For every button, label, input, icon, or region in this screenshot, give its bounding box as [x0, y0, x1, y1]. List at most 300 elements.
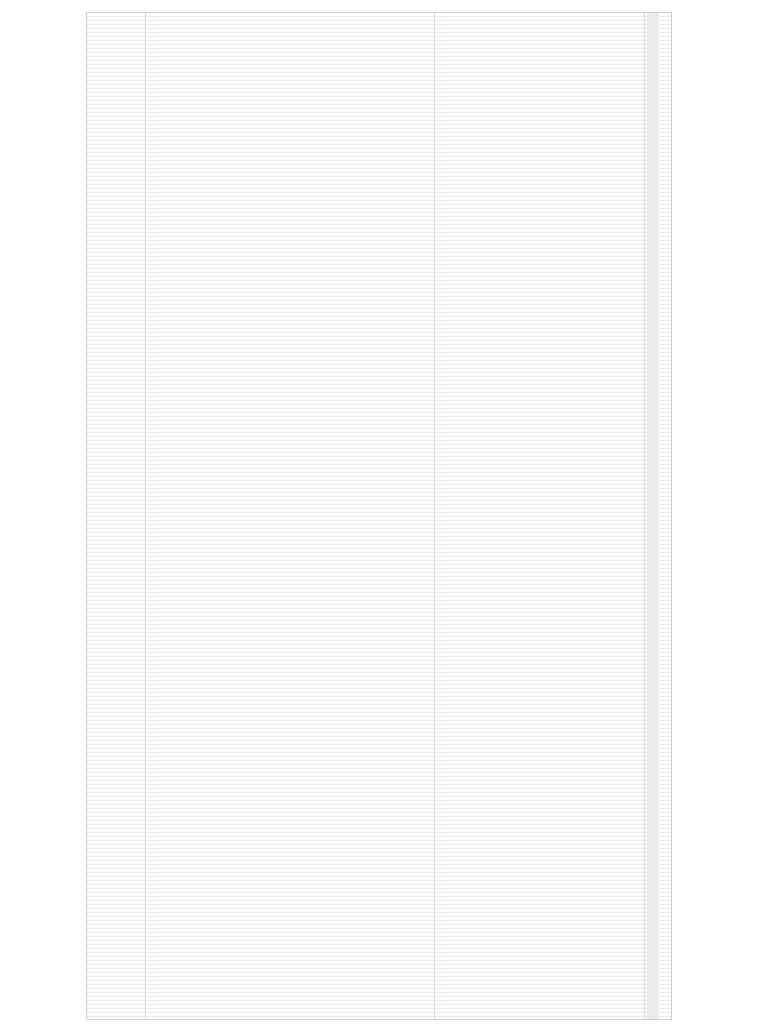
rank-cell [109, 245, 143, 248]
rank-cell [109, 289, 143, 292]
title-cell [147, 85, 431, 88]
title-cell [147, 601, 431, 604]
title-cell [147, 749, 431, 752]
rank-cell [109, 77, 143, 80]
rank-cell [109, 437, 143, 440]
title-cell [147, 537, 431, 540]
author-cell [437, 877, 643, 880]
rank-cell [109, 921, 143, 924]
marker-cell [647, 153, 659, 156]
rank-cell [109, 985, 143, 988]
title-cell [147, 989, 431, 992]
title-cell [147, 253, 431, 256]
rank-cell [109, 609, 143, 612]
title-cell [147, 953, 431, 956]
author-cell [437, 349, 643, 352]
rank-cell [109, 929, 143, 932]
marker-cell [647, 945, 659, 948]
title-cell [147, 45, 431, 48]
rank-cell [109, 1009, 143, 1012]
rank-cell [109, 385, 143, 388]
rank-cell [109, 221, 143, 224]
marker-cell [647, 77, 659, 80]
title-cell [147, 885, 431, 888]
marker-cell [647, 369, 659, 372]
title-cell [147, 481, 431, 484]
title-cell [147, 177, 431, 180]
title-cell [147, 837, 431, 840]
author-cell [437, 241, 643, 244]
title-cell [147, 305, 431, 308]
title-cell [147, 661, 431, 664]
rank-cell [109, 601, 143, 604]
title-cell [147, 181, 431, 184]
title-cell [147, 969, 431, 972]
marker-cell [647, 801, 659, 804]
author-cell [437, 145, 643, 148]
rank-cell [109, 689, 143, 692]
rank-cell [109, 89, 143, 92]
author-cell [437, 153, 643, 156]
author-cell [437, 773, 643, 776]
marker-cell [647, 789, 659, 792]
author-cell [437, 73, 643, 76]
rank-cell [109, 261, 143, 264]
author-cell [437, 657, 643, 660]
rank-cell [109, 605, 143, 608]
marker-cell [647, 49, 659, 52]
rank-cell [109, 465, 143, 468]
title-cell [147, 781, 431, 784]
title-cell [147, 269, 431, 272]
title-cell [147, 517, 431, 520]
title-cell [147, 869, 431, 872]
author-cell [437, 737, 643, 740]
marker-cell [647, 129, 659, 132]
marker-cell [647, 285, 659, 288]
author-cell [437, 769, 643, 772]
rank-cell [109, 933, 143, 936]
author-cell [437, 205, 643, 208]
rank-cell [109, 473, 143, 476]
title-cell [147, 653, 431, 656]
marker-cell [647, 425, 659, 428]
title-cell [147, 813, 431, 816]
author-cell [437, 161, 643, 164]
marker-cell [647, 949, 659, 952]
author-cell [437, 981, 643, 984]
rank-cell [109, 541, 143, 544]
marker-cell [647, 345, 659, 348]
author-cell [437, 533, 643, 536]
author-cell [437, 297, 643, 300]
title-cell [147, 889, 431, 892]
marker-cell [647, 173, 659, 176]
rank-cell [109, 733, 143, 736]
rank-cell [109, 949, 143, 952]
rank-cell [109, 1005, 143, 1008]
title-cell [147, 401, 431, 404]
author-cell [437, 121, 643, 124]
author-cell [437, 293, 643, 296]
title-cell [147, 625, 431, 628]
title-cell [147, 413, 431, 416]
author-cell [437, 569, 643, 572]
marker-cell [647, 965, 659, 968]
rank-cell [109, 573, 143, 576]
title-cell [147, 685, 431, 688]
rank-cell [109, 425, 143, 428]
author-cell [437, 729, 643, 732]
author-cell [437, 741, 643, 744]
rank-cell [109, 581, 143, 584]
marker-cell [647, 29, 659, 32]
title-cell [147, 493, 431, 496]
marker-cell [647, 853, 659, 856]
title-cell [147, 337, 431, 340]
author-cell [437, 633, 643, 636]
title-cell [147, 137, 431, 140]
author-cell [437, 529, 643, 532]
title-cell [147, 433, 431, 436]
marker-cell [647, 709, 659, 712]
title-cell [147, 149, 431, 152]
author-cell [437, 713, 643, 716]
rank-cell [109, 497, 143, 500]
marker-cell [647, 905, 659, 908]
marker-cell [647, 821, 659, 824]
marker-cell [647, 485, 659, 488]
title-cell [147, 333, 431, 336]
rank-cell [109, 353, 143, 356]
title-cell [147, 317, 431, 320]
title-cell [147, 585, 431, 588]
marker-cell [647, 793, 659, 796]
author-cell [437, 429, 643, 432]
marker-cell [647, 993, 659, 996]
author-cell [437, 993, 643, 996]
author-cell [437, 341, 643, 344]
title-cell [147, 801, 431, 804]
author-cell [437, 413, 643, 416]
marker-cell [647, 877, 659, 880]
marker-cell [647, 149, 659, 152]
title-cell [147, 641, 431, 644]
author-cell [437, 901, 643, 904]
marker-cell [647, 65, 659, 68]
author-cell [437, 477, 643, 480]
author-cell [437, 109, 643, 112]
rank-cell [109, 669, 143, 672]
marker-cell [647, 397, 659, 400]
author-cell [437, 157, 643, 160]
rank-cell [109, 653, 143, 656]
title-cell [147, 329, 431, 332]
marker-cell [647, 785, 659, 788]
marker-cell [647, 705, 659, 708]
marker-cell [647, 457, 659, 460]
title-cell [147, 37, 431, 40]
author-cell [437, 813, 643, 816]
author-cell [437, 457, 643, 460]
marker-cell [647, 837, 659, 840]
rank-cell [109, 381, 143, 384]
rank-cell [109, 657, 143, 660]
rank-cell [109, 577, 143, 580]
author-cell [437, 209, 643, 212]
title-cell [147, 729, 431, 732]
rank-cell [109, 509, 143, 512]
marker-cell [647, 737, 659, 740]
title-cell [147, 381, 431, 384]
rank-cell [109, 501, 143, 504]
rank-cell [109, 297, 143, 300]
marker-cell [647, 85, 659, 88]
rank-cell [109, 273, 143, 276]
marker-cell [647, 533, 659, 536]
marker-cell [647, 897, 659, 900]
author-cell [437, 917, 643, 920]
rank-cell [109, 869, 143, 872]
marker-cell [647, 561, 659, 564]
author-cell [437, 193, 643, 196]
rank-cell [109, 225, 143, 228]
title-cell [147, 529, 431, 532]
marker-cell [647, 201, 659, 204]
rank-cell [109, 217, 143, 220]
rank-cell [109, 305, 143, 308]
author-cell [437, 557, 643, 560]
author-cell [437, 21, 643, 24]
title-cell [147, 881, 431, 884]
rank-cell [109, 797, 143, 800]
marker-cell [647, 681, 659, 684]
rank-cell [109, 433, 143, 436]
title-cell [147, 937, 431, 940]
title-cell [147, 1009, 431, 1012]
title-cell [147, 577, 431, 580]
rank-cell [109, 989, 143, 992]
marker-cell [647, 189, 659, 192]
title-cell [147, 741, 431, 744]
title-cell [147, 229, 431, 232]
rank-cell [109, 945, 143, 948]
title-cell [147, 541, 431, 544]
title-cell [147, 961, 431, 964]
title-cell [147, 645, 431, 648]
title-cell [147, 297, 431, 300]
rank-cell [109, 233, 143, 236]
author-cell [437, 921, 643, 924]
author-cell [437, 905, 643, 908]
rank-cell [109, 373, 143, 376]
title-cell [147, 205, 431, 208]
rank-cell [109, 145, 143, 148]
author-cell [437, 257, 643, 260]
rank-cell [109, 649, 143, 652]
author-cell [437, 313, 643, 316]
title-cell [147, 421, 431, 424]
author-cell [437, 505, 643, 508]
title-cell [147, 505, 431, 508]
rank-cell [109, 269, 143, 272]
rank-cell [109, 317, 143, 320]
author-cell [437, 117, 643, 120]
marker-cell [647, 101, 659, 104]
author-cell [437, 365, 643, 368]
marker-cell [647, 165, 659, 168]
marker-cell [647, 521, 659, 524]
marker-cell [647, 553, 659, 556]
marker-cell [647, 589, 659, 592]
title-cell [147, 553, 431, 556]
rank-cell [109, 453, 143, 456]
marker-cell [647, 105, 659, 108]
author-cell [437, 229, 643, 232]
author-cell [437, 869, 643, 872]
marker-cell [647, 309, 659, 312]
marker-cell [647, 577, 659, 580]
author-cell [437, 357, 643, 360]
title-cell [147, 169, 431, 172]
marker-cell [647, 697, 659, 700]
marker-cell [647, 637, 659, 640]
title-cell [147, 461, 431, 464]
author-cell [437, 25, 643, 28]
rank-cell [109, 681, 143, 684]
marker-cell [647, 313, 659, 316]
author-cell [437, 57, 643, 60]
title-cell [147, 649, 431, 652]
marker-cell [647, 857, 659, 860]
author-cell [437, 345, 643, 348]
title-cell [147, 865, 431, 868]
title-cell [147, 737, 431, 740]
rank-cell [109, 341, 143, 344]
author-cell [437, 333, 643, 336]
rank-cell [109, 837, 143, 840]
marker-cell [647, 469, 659, 472]
author-cell [437, 281, 643, 284]
rank-cell [109, 781, 143, 784]
title-cell [147, 197, 431, 200]
title-cell [147, 917, 431, 920]
title-cell [147, 313, 431, 316]
marker-cell [647, 717, 659, 720]
title-cell [147, 145, 431, 148]
marker-cell [647, 749, 659, 752]
author-cell [437, 137, 643, 140]
author-cell [437, 149, 643, 152]
author-cell [437, 641, 643, 644]
rank-cell [109, 493, 143, 496]
author-cell [437, 777, 643, 780]
author-cell [437, 761, 643, 764]
rank-cell [109, 553, 143, 556]
author-cell [437, 133, 643, 136]
author-cell [437, 85, 643, 88]
author-cell [437, 1005, 643, 1008]
author-cell [437, 673, 643, 676]
author-cell [437, 565, 643, 568]
marker-cell [647, 961, 659, 964]
author-cell [437, 393, 643, 396]
marker-cell [647, 453, 659, 456]
author-cell [437, 61, 643, 64]
title-cell [147, 533, 431, 536]
rank-cell [109, 133, 143, 136]
author-cell [437, 105, 643, 108]
author-cell [437, 509, 643, 512]
marker-cell [647, 421, 659, 424]
author-cell [437, 793, 643, 796]
title-cell [147, 273, 431, 276]
author-cell [437, 845, 643, 848]
title-cell [147, 965, 431, 968]
author-cell [437, 461, 643, 464]
rank-cell [109, 633, 143, 636]
rank-cell [109, 229, 143, 232]
author-cell [437, 913, 643, 916]
table-row [87, 1017, 671, 1020]
title-cell [147, 41, 431, 44]
rank-cell [109, 481, 143, 484]
marker-cell [647, 825, 659, 828]
title-cell [147, 237, 431, 240]
title-cell [147, 757, 431, 760]
marker-cell [647, 797, 659, 800]
rank-cell [109, 117, 143, 120]
author-cell [437, 237, 643, 240]
marker-cell [647, 209, 659, 212]
title-cell [147, 593, 431, 596]
rank-cell [109, 201, 143, 204]
marker-cell [647, 325, 659, 328]
author-cell [437, 781, 643, 784]
author-cell [437, 377, 643, 380]
title-cell [147, 613, 431, 616]
rank-cell [109, 865, 143, 868]
marker-cell [647, 381, 659, 384]
marker-cell [647, 357, 659, 360]
marker-cell [647, 513, 659, 516]
marker-cell [647, 601, 659, 604]
marker-cell [647, 545, 659, 548]
rank-cell [109, 829, 143, 832]
rank-cell [109, 365, 143, 368]
title-cell [147, 793, 431, 796]
title-cell [147, 397, 431, 400]
title-cell [147, 753, 431, 756]
title-cell [147, 497, 431, 500]
title-cell [147, 17, 431, 20]
author-cell [437, 893, 643, 896]
rank-cell [109, 237, 143, 240]
author-cell [437, 885, 643, 888]
author-cell [437, 733, 643, 736]
author-cell [437, 953, 643, 956]
title-cell [147, 457, 431, 460]
marker-cell [647, 365, 659, 368]
rank-cell [109, 597, 143, 600]
title-cell [147, 909, 431, 912]
author-cell [437, 961, 643, 964]
title-cell [147, 345, 431, 348]
marker-cell [647, 265, 659, 268]
author-cell [437, 321, 643, 324]
author-cell [437, 317, 643, 320]
rank-cell [109, 673, 143, 676]
